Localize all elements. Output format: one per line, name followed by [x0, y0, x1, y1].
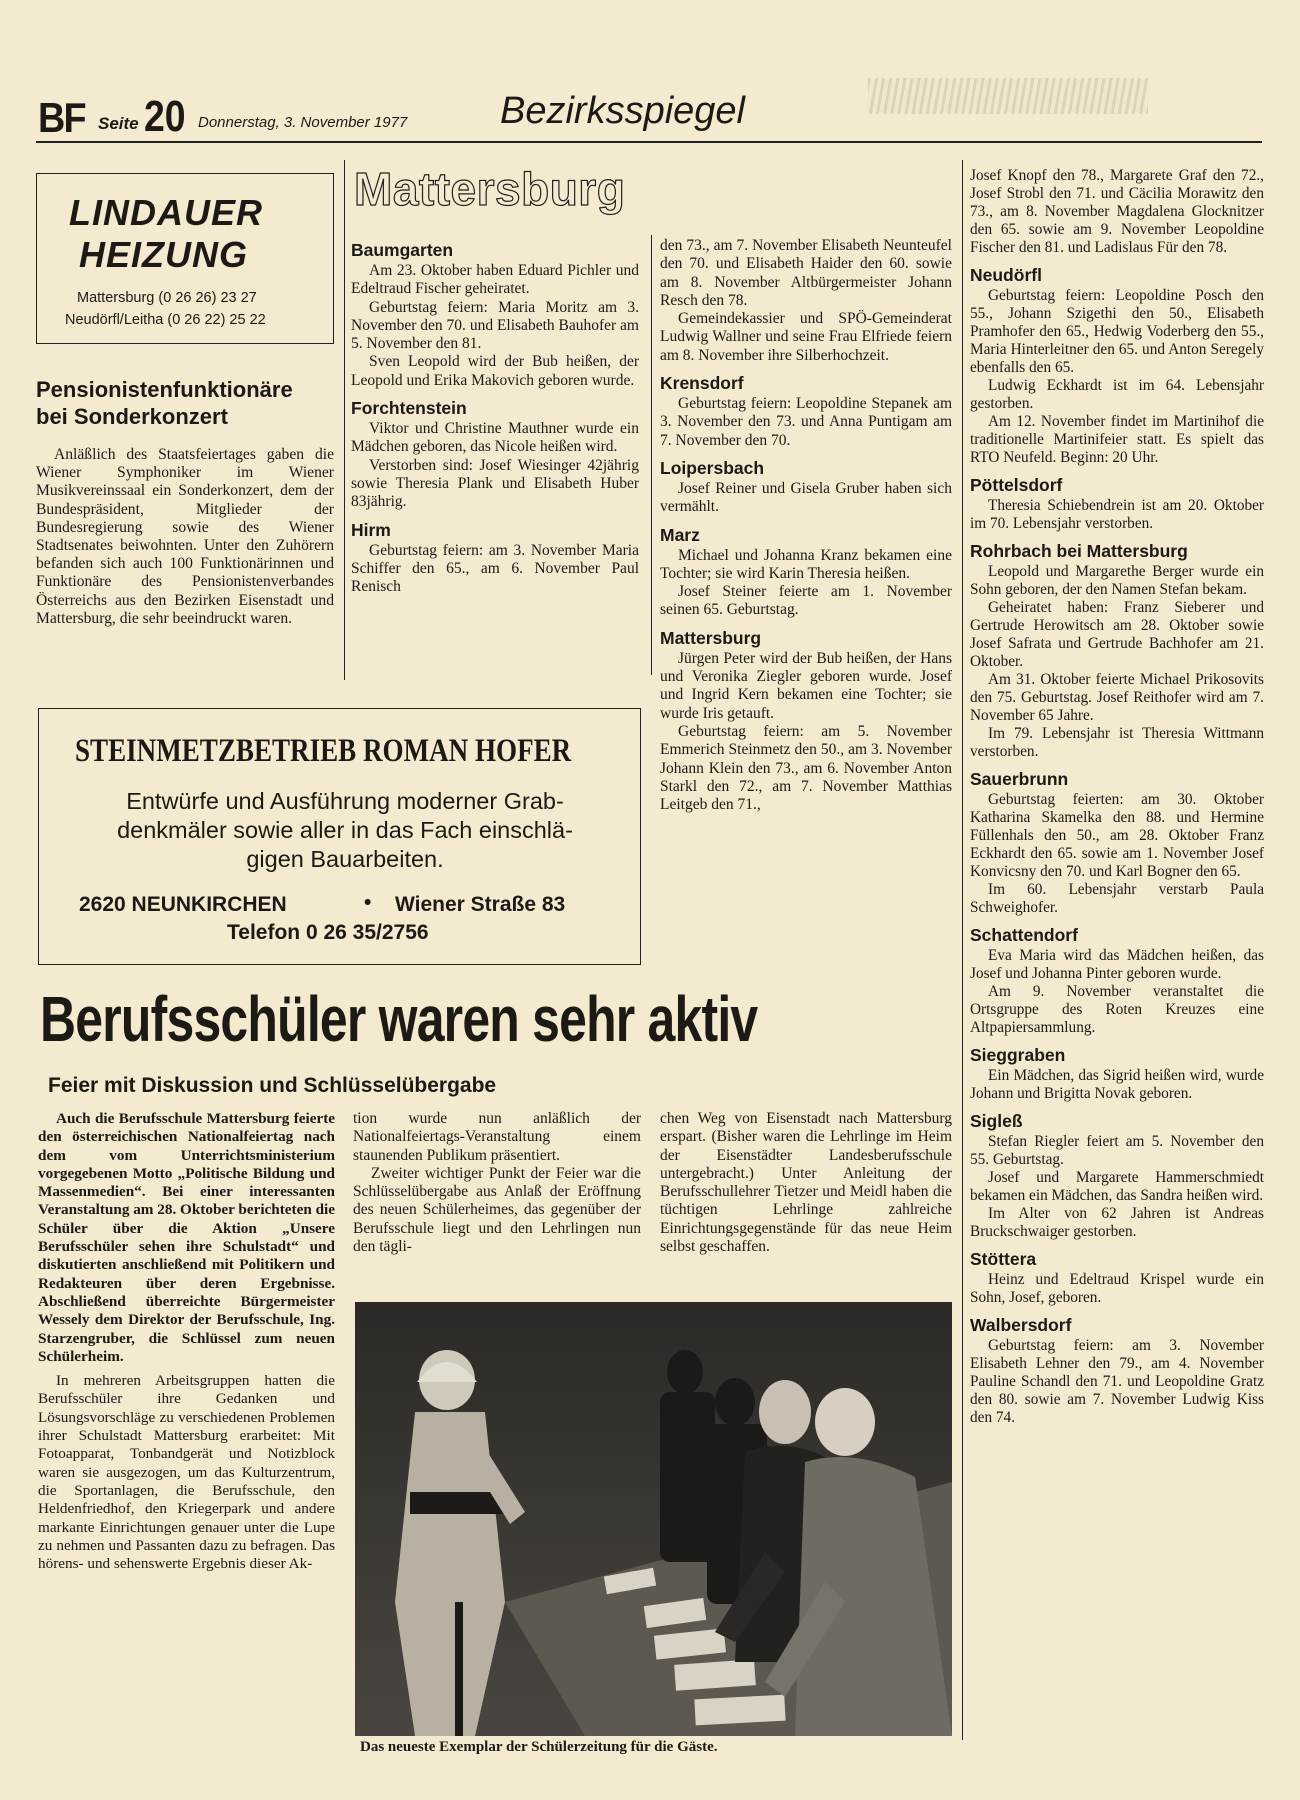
paragraph: Ein Mädchen, das Sigrid heißen wird, wurde Johann und Brigitta Novak geboren. [970, 1067, 1264, 1102]
ad-hofer-street: Wiener Straße 83 [395, 893, 566, 916]
paragraph: Am 23. Oktober haben Eduard Pichler und Edeltraud Fischer geheiratet. [351, 262, 639, 298]
paragraph: Eva Maria wird das Mädchen heißen, das Josef und Johanna Pinter geboren wurde. [970, 947, 1264, 982]
paragraph: Theresia Schiebendrein ist am 20. Oktober im 70. Lebensjahr verstorben. [970, 497, 1264, 532]
ad-lindauer-title: LINDAUER [69, 192, 263, 233]
ad-hofer-bullet: • [364, 891, 372, 914]
paragraph: Josef und Margarete Hammerschmiedt bekamen ein Mädchen, das Sandra heißen wird. [970, 1169, 1264, 1204]
paragraph: Im Alter von 62 Jahren ist Andreas Bruckschwaiger gestorben. [970, 1205, 1264, 1240]
section-name: Bezirksspiegel [500, 90, 745, 132]
article-column-3 [660, 1110, 952, 1256]
heading-forchtenstein: Forchtenstein [351, 398, 467, 419]
paragraph: Geburtstag feiern: Leopoldine Posch den 55., Johann Szigethi den 50., Elisabeth Pramhofer den 65., Hedwig Voderberg den 55., Maria Hinterleitner den 65. und Anton Seregely ebenfalls den 65. [970, 287, 1264, 376]
pension-body [36, 446, 334, 628]
heading-krensdorf: Krensdorf [660, 373, 744, 394]
paragraph: Ludwig Eckhardt ist im 64. Lebensjahr gestorben. [970, 377, 1264, 412]
paragraph: chen Weg von Eisenstadt nach Mattersburg erspart. (Bisher waren die Lehrlinge im Heim der Eisenstädter Landesberufsschule untergebracht.) Unter Anleitung der Berufsschullehrer Tietzer und Meidl haben die tüchtigen Lehrlinge zahlreiche Einrichtungsgegenstände für das neue Heim selbst geschaffen. [660, 1110, 952, 1256]
pension-headline [36, 376, 336, 430]
pension-headline-line-1: Pensionistenfunktionäre [36, 377, 293, 402]
header-rule [36, 141, 1262, 143]
column-a [351, 232, 639, 596]
paragraph: Jürgen Peter wird der Bub heißen, der Hans und Veronika Ziegler geboren wurde. Josef und Ingrid Kern bekamen eine Tochter; sie wurde Iris getauft. [660, 649, 952, 722]
paragraph: Stefan Riegler feiert am 5. November den 55. Geburtstag. [970, 1133, 1264, 1168]
article-photo [355, 1302, 952, 1736]
paragraph: Geburtstag feiern: am 5. November Emmerich Steinmetz den 50., am 3. November Johann Klein den 73., am 6. November Anton Starkl den 72., am 7. November Matthias Leitgeb den 71., [660, 722, 952, 814]
article-column-1 [38, 1110, 335, 1573]
paragraph: Verstorben sind: Josef Wiesinger 42jährig sowie Theresia Plank und Elisabeth Huber 83jährig. [351, 456, 639, 511]
paragraph: Michael und Johanna Kranz bekamen eine Tochter; sie wird Karin Theresia heißen. [660, 546, 952, 582]
heading-rohrbach: Rohrbach bei Mattersburg [970, 541, 1188, 561]
article-subhead: Feier mit Diskussion und Schlüsselübergabe [48, 1074, 497, 1097]
paragraph: Geburtstag feiern: am 3. November Elisabeth Lehner den 79., am 4. November Pauline Schandl den 71. und Leopoldine Gratz den 80. sowie am 7. November Ludwig Kiss den 74. [970, 1337, 1264, 1426]
ad-heizung-title: HEIZUNG [79, 234, 248, 275]
ad-hofer-line-2: denkmäler sowie aller in das Fach einschlä- [117, 817, 573, 843]
paragraph: Sven Leopold wird der Bub heißen, der Leopold und Erika Makovich geboren wurde. [351, 353, 639, 389]
article-lead: Auch die Berufsschule Mattersburg feierte den österreichischen Nationalfeiertag nach dem vom Unterrichtsministerium vorgegebenen Motto „Politische Bildung und Massenmedien“. Bei einer interessanten Veranstaltung am 28. Oktober berichteten die Schüler über die Aktion „Unsere Berufsschüler sehen ihre Schulstadt“ und diskutierten anschließend mit Politikern und Redakteuren über deren Ergebnisse. Abschließend überreichte Bürgermeister Wessely dem Direktor der Berufsschule, Ing. Starzengruber, die Schlüssel zum neuen Schülerheim. [38, 1110, 335, 1365]
paragraph: Josef Reiner und Gisela Gruber haben sich vermählt. [660, 479, 952, 516]
paragraph: Geburtstag feiern: am 3. November Maria Schiffer den 65., am 6. November Paul Renisch [351, 541, 639, 596]
column-c [970, 167, 1264, 1427]
header-texture [868, 78, 1148, 114]
paragraph: Am 9. November veranstaltet die Ortsgruppe des Roten Kreuzes eine Altpapiersammlung. [970, 983, 1264, 1036]
heading-neudoerfl: Neudörfl [970, 265, 1042, 285]
paragraph: Heinz und Edeltraud Krispel wurde ein Sohn, Josef, geboren. [970, 1271, 1264, 1306]
ad-hofer-title: STEINMETZBETRIEB ROMAN HOFER [75, 733, 572, 769]
paragraph: Geburtstag feiern: Leopoldine Stepanek am 3. November den 73. und Anna Puntigam am 7. November den 70. [660, 395, 952, 449]
masthead-logo: BF [38, 94, 85, 141]
paragraph: Josef Knopf den 78., Margarete Graf den 72., Josef Strobl den 71. und Cäcilia Morawitz den 73., am 8. November Magdalena Glocknitzer den 65. sowie am 9. November Leopoldine Fischer den 81. und Ladislaus Für den 78. [970, 167, 1264, 256]
ad-hofer-phone: Telefon 0 26 35/2756 [227, 921, 429, 944]
paragraph: Am 12. November findet im Martinihof die traditionelle Martinifeier statt. Es spielt das RTO Neufeld. Beginn: 20 Uhr. [970, 413, 1264, 466]
paragraph: tion wurde nun anläßlich der Nationalfeiertags-Veranstaltung einem staunenden Publikum präsentiert. [353, 1110, 641, 1164]
pension-paragraph: Anläßlich des Staatsfeiertages gaben die Wiener Symphoniker im Wiener Musikvereinssaal ein Sonderkonzert, dem der Bundespräsident, Mitglieder der Bundesregierung sowie des Wiener Stadtsenates beiwohnten. Unter den Zuhörern befanden sich auch 100 Funktionärinnen und Funktionäre des Pensionistenverbandes Österreichs aus den Bezirken Eisenstadt und Mattersburg, die sehr beeindruckt waren. [36, 446, 334, 627]
paragraph: Viktor und Christine Mauthner wurde ein Mädchen geboren, das Nicole heißen wird. [351, 420, 639, 456]
heading-marz: Marz [660, 524, 700, 545]
column-b [660, 237, 952, 814]
issue-date: Donnerstag, 3. November 1977 [198, 114, 408, 131]
ad-hofer-line-1: Entwürfe und Ausführung moderner Grab- [126, 788, 564, 814]
ad-hofer-city: 2620 NEUNKIRCHEN [79, 893, 287, 916]
ad-steinmetzbetrieb-hofer [38, 708, 641, 965]
pension-headline-line-2: bei Sonderkonzert [36, 404, 228, 429]
paragraph: Leopold und Margarethe Berger wurde ein Sohn geboren, der den Namen Stefan bekam. [970, 563, 1264, 598]
vertical-rule-left [344, 160, 345, 680]
paragraph: Im 60. Lebensjahr verstarb Paula Schweighofer. [970, 881, 1264, 916]
ad-hofer-text [75, 787, 615, 874]
photo-scene [355, 1302, 952, 1736]
heading-sigless: Sigleß [970, 1111, 1023, 1131]
paragraph: Am 31. Oktober feierte Michael Prikosovits den 75. Geburtstag. Josef Reithofer wird am 7. November 65 Jahre. [970, 671, 1264, 724]
heading-walbersdorf: Walbersdorf [970, 1315, 1072, 1335]
ad-lindauer-phone-1: Mattersburg (0 26 26) 23 27 [77, 290, 257, 306]
vertical-rule-right [962, 160, 963, 1740]
paragraph: Geheiratet haben: Franz Sieberer und Gertrude Herowitsch am 28. Oktober sowie Josef Safrata und Gertrude Bachhofer am 21. Oktober. [970, 599, 1264, 670]
paragraph: Geburtstag feierten: am 30. Oktober Katharina Skamelka den 88. und Hermine Füllenhals den 50., am 28. Oktober Franz Eckhardt den 65. sowie am 1. November Josef Konvicsny den 70. und Karl Bogner den 65. [970, 791, 1264, 880]
heading-stoettera: Stöttera [970, 1249, 1037, 1269]
heading-loipersbach: Loipersbach [660, 457, 765, 478]
ad-lindauer-phone-2: Neudörfl/Leitha (0 26 22) 25 22 [65, 312, 266, 328]
section-title-mattersburg: Mattersburg [354, 163, 626, 215]
paragraph: Geburtstag feiern: Maria Moritz am 3. November den 70. und Elisabeth Bauhofer am 5. November den 81. [351, 298, 639, 353]
page-label: Seite [98, 114, 139, 133]
paragraph: Gemeindekassier und SPÖ-Gemeinderat Ludwig Wallner und seine Frau Elfriede feiern am 8. November ihre Silberhochzeit. [660, 310, 952, 364]
vertical-rule-middle [651, 235, 652, 675]
heading-baumgarten: Baumgarten [351, 240, 454, 260]
paragraph: Josef Steiner feierte am 1. November seinen 65. Geburtstag. [660, 583, 952, 619]
heading-schattendorf: Schattendorf [970, 925, 1078, 945]
article-column-2 [353, 1110, 641, 1256]
ad-lindauer-heizung [36, 173, 334, 344]
heading-hirm: Hirm [351, 519, 391, 540]
photo-caption: Das neueste Exemplar der Schülerzeitung für die Gäste. [360, 1739, 718, 1755]
heading-sauerbrunn: Sauerbrunn [970, 769, 1069, 789]
heading-mattersburg: Mattersburg [660, 627, 762, 648]
heading-sieggraben: Sieggraben [970, 1045, 1066, 1065]
paragraph: Zweiter wichtiger Punkt der Feier war die Schlüsselübergabe aus Anlaß der Eröffnung des neuen Schülerheimes, das gegenüber der Berufsschule liegt und den Lehrlingen nun den tägli- [353, 1164, 641, 1256]
ad-hofer-line-3: gigen Bauarbeiten. [246, 846, 444, 872]
paragraph: Im 79. Lebensjahr ist Theresia Wittmann verstorben. [970, 725, 1264, 760]
heading-poettelsdorf: Pöttelsdorf [970, 475, 1063, 495]
page-number: 20 [144, 92, 186, 141]
article-headline: Berufsschüler waren sehr aktiv [40, 983, 758, 1055]
paragraph: In mehreren Arbeitsgruppen hatten die Berufsschüler ihre Gedanken und Lösungsvorschläge zu verschiedenen Problemen ihrer Schulstadt Mattersburg erarbeitet: Mit Fotoapparat, Tonbandgerät und Notizblock waren sie ausgezogen, um das Kulturzentrum, die Sportanlagen, die Berufsschule, den Heldenfriedhof, den Kriegerpark und andere markante Einrichtungen genauer unter die Lupe zu nehmen und Passanten dazu zu befragen. Das hörens- und sehenswerte Ergebnis dieser Ak- [38, 1372, 335, 1573]
paragraph: den 73., am 7. November Elisabeth Neunteufel den 70. und Elisabeth Haider den 60. sowie am 8. November Altbürgermeister Johann Resch den 78. [660, 237, 952, 309]
